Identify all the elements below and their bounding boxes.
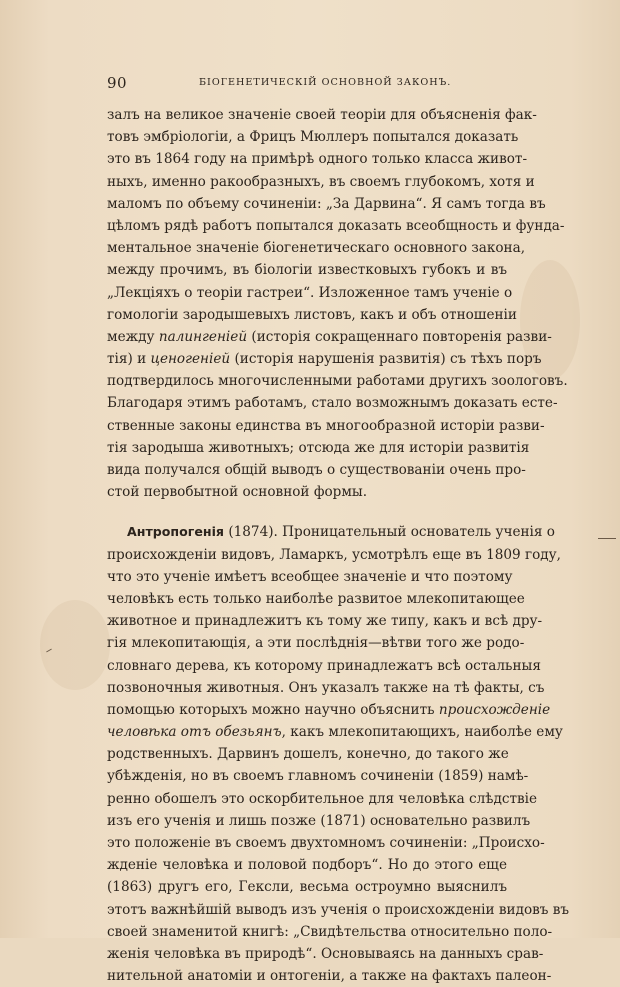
text-segment: происхожденіи видовъ, Ламаркъ, усмотрѣлъ еще въ 1809 году, [107, 546, 561, 563]
text-segment: этотъ важнѣйшій выводъ изъ ученія о происхожденіи видовъ въ [107, 901, 570, 918]
text-segment: цѣломъ рядѣ работъ попытался доказать всеобщность и фунда- [107, 217, 565, 234]
text-segment: позвоночныя животныя. Онъ указалъ также на тѣ факты, съ [107, 679, 545, 696]
text-line [107, 304, 517, 326]
text-line [107, 655, 541, 677]
text-segment: тія) и [107, 351, 151, 368]
text-line [107, 215, 565, 237]
text-line [107, 126, 519, 148]
text-segment: родственныхъ. Дарвинъ дошелъ, конечно, до такого же [107, 746, 509, 763]
text-line [107, 810, 531, 832]
text-segment: маломъ по объему сочиненіи: „За Дарвина“. Я самъ тогда въ [107, 195, 546, 212]
text-line [107, 415, 545, 437]
text-segment: животное и принадлежитъ къ тому же типу, какъ и всѣ дру- [107, 613, 543, 630]
italic-term: происхожденіе [438, 701, 551, 718]
text-line [107, 459, 526, 481]
text-segment: „Лекціяхъ о теоріи гастреи“. Изложенное тамъ ученіе о [107, 284, 513, 301]
text-line [107, 237, 526, 259]
text-segment: это въ 1864 году на примѣрѣ одного только класса живот- [107, 151, 528, 168]
text-line [107, 765, 529, 787]
text-segment: человѣкъ есть только наиболѣе развитое млекопитающее [107, 590, 525, 607]
text-line [107, 899, 570, 921]
text-segment: женія человѣка въ природѣ“. Основываясь на данныхъ срав- [107, 945, 544, 962]
text-segment: словнаго дерева, къ которому принадлежатъ всѣ остальныя [107, 657, 541, 674]
running-head: БІОГЕНЕТИЧЕСКІЙ ОСНОВНОЙ ЗАКОНЪ. [199, 77, 452, 88]
text-segment: ственные законы единства въ многообразной исторіи разви- [107, 417, 545, 434]
paragraph [107, 104, 568, 503]
text-segment: своей знаменитой книгѣ: „Свидѣтельства относительно поло- [107, 923, 553, 940]
text-line [107, 677, 545, 699]
text-segment: подтвердилось многочисленными работами другихъ зоологовъ. [107, 373, 568, 390]
page-header [107, 74, 507, 96]
text-segment: залъ на великое значеніе своей теоріи для объясненія фак- [107, 107, 537, 123]
text-line [107, 282, 513, 304]
italic-term: ценогеніей [150, 351, 231, 368]
text-line [107, 521, 555, 543]
text-line [107, 104, 537, 126]
text-segment: (1874). Проницательный основатель ученія о [224, 524, 555, 541]
text-segment: (исторія сокращеннаго повторенія разви- [247, 328, 552, 345]
text-segment: ренно обошелъ это оскорбительное для человѣка слѣдствіе [107, 790, 538, 807]
body-text [107, 104, 570, 987]
text-segment: стой первобытной основной формы. [107, 484, 368, 501]
text-segment: ныхъ, именно ракообразныхъ, въ своемъ глубокомъ, хотя и [107, 173, 535, 190]
text-line [107, 699, 551, 721]
text-segment: изъ его ученія и лишь позже (1871) основательно развилъ [107, 812, 531, 829]
text-segment: это положеніе въ своемъ двухтомномъ сочиненіи: „Происхо- [107, 835, 545, 851]
text-line [107, 832, 545, 854]
text-line [107, 392, 558, 414]
text-line [107, 481, 507, 503]
text-segment: между [107, 328, 159, 345]
text-segment: гомологіи зародышевыхъ листовъ, какъ и объ отношеніи [107, 306, 517, 323]
text-line [107, 721, 563, 743]
text-segment: жденіе человѣка и половой подборъ“. Но до этого еще [107, 857, 507, 874]
text-line [107, 965, 552, 987]
paragraph-gap [107, 503, 507, 521]
text-line [107, 148, 528, 170]
text-segment: тія зародыша животныхъ; отсюда же для исторіи развитія [107, 439, 530, 456]
text-segment: (1863) другъ его, Гексли, весьма остроумно выяснилъ [107, 879, 507, 896]
text-segment: убѣжденія, но въ своемъ главномъ сочиненіи (1859) намѣ- [107, 768, 529, 785]
text-line [107, 566, 513, 588]
section-heading: Антропогенія [127, 524, 224, 540]
text-line [107, 588, 525, 610]
text-line [107, 788, 538, 810]
text-line [107, 437, 530, 459]
margin-mark [598, 538, 616, 539]
text-segment: ментальное значеніе біогенетическаго основного закона, [107, 240, 526, 257]
text-segment: , какъ млекопитающихъ, наиболѣе ему [281, 724, 563, 741]
text-segment: нительной анатоміи и онтогеніи, а также на фактахъ палеон- [107, 968, 552, 985]
text-line [107, 610, 543, 632]
text-line [107, 348, 542, 370]
text-line [107, 171, 535, 193]
text-segment: товъ эмбріологіи, а Фрицъ Мюллеръ попытался доказать [107, 129, 519, 146]
text-segment: помощью которыхъ можно научно объяснить [107, 701, 439, 718]
text-line [107, 544, 561, 566]
text-segment: что это ученіе имѣетъ всеобщее значеніе и что поэтому [107, 568, 513, 585]
text-segment: вида получался общій выводъ о существованіи очень про- [107, 462, 526, 478]
paragraph [107, 521, 570, 987]
text-line [107, 743, 507, 765]
italic-term: палингеніей [158, 328, 248, 345]
text-segment: Благодаря этимъ работамъ, стало возможнымъ доказать есте- [107, 395, 558, 412]
text-line [107, 370, 568, 392]
text-line [107, 943, 544, 965]
text-segment: гія млекопитающія, а эти послѣднія—вѣтви того же родо- [107, 635, 525, 652]
text-line [107, 326, 552, 348]
text-line [107, 921, 553, 943]
text-segment: между прочимъ, въ біологіи известковыхъ губокъ и въ [107, 262, 507, 279]
text-line [107, 854, 507, 876]
italic-term: человѣка отъ обезьянъ [107, 724, 282, 741]
text-line [107, 632, 525, 654]
text-line [107, 876, 507, 898]
text-segment: (исторія нарушенія развитія) съ тѣхъ поръ [230, 351, 542, 368]
text-line [107, 193, 546, 215]
text-line [107, 259, 507, 281]
paper-stain [40, 600, 110, 690]
page-number: 90 [107, 74, 128, 92]
